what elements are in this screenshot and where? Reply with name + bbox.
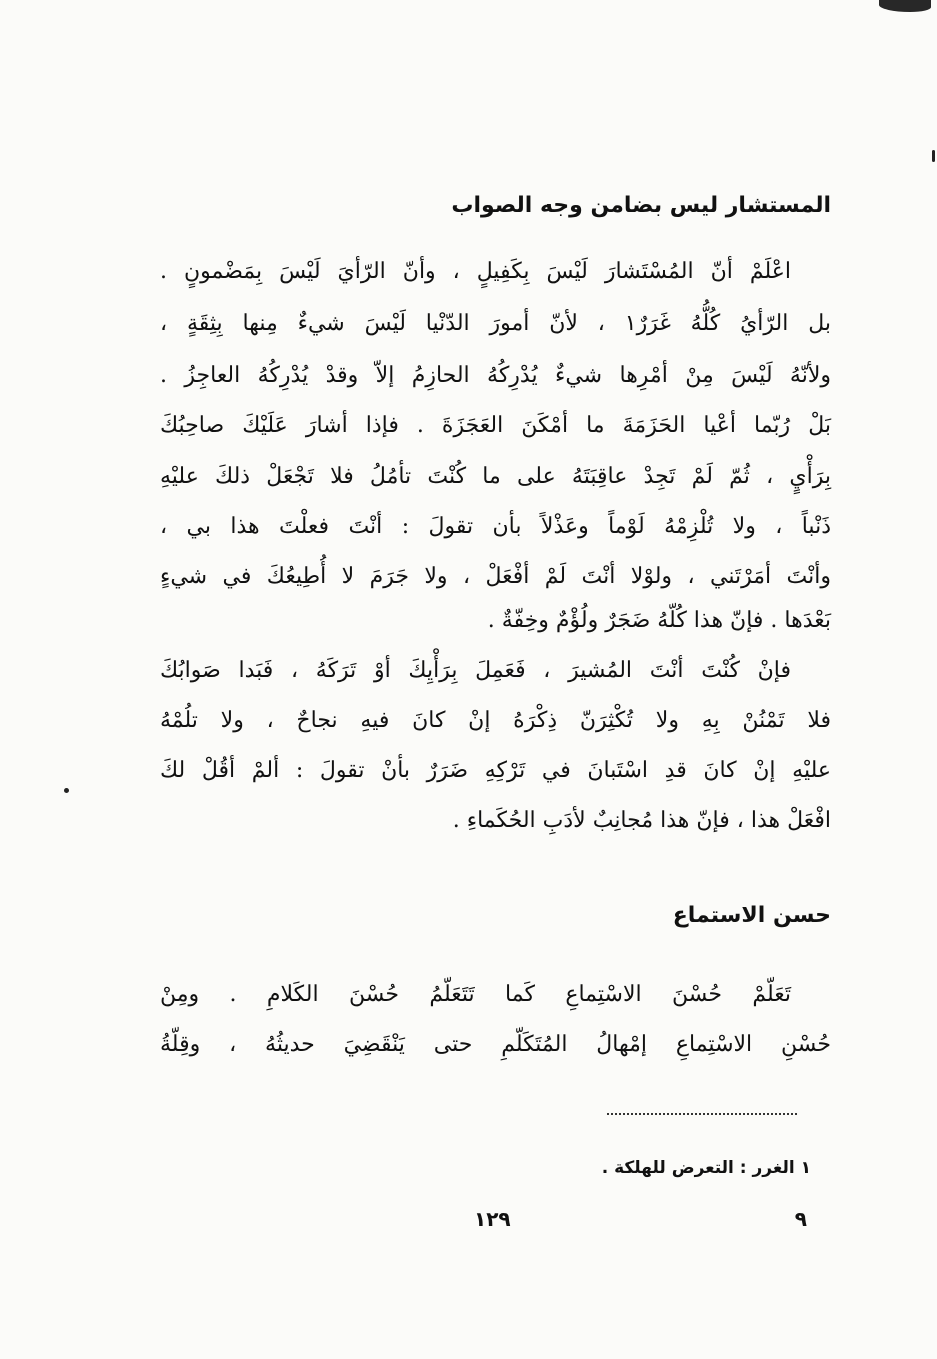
paragraph-line: اعْلَمْ أنّ المُسْتَشارَ لَيْسَ بِكَفِيلٍ ، وأنّ الرّأيَ لَيْسَ بِمَضْمونٍ . <box>160 259 791 284</box>
paragraph-line: افْعَلْ هذا ، فإنّ هذا مُجانِبٌ لأدَبِ الحُكَماءِ . <box>452 808 831 833</box>
paragraph-line: عليْهِ إنْ كانَ قدِ اسْتَبانَ في تَرْكِهِ ضَرَرٌ بأنْ تقولَ : ألمْ أقُلْ لكَ <box>160 758 831 783</box>
footnote-separator <box>607 1113 797 1115</box>
scan-speck <box>932 150 935 162</box>
paragraph-line: بَلْ رُبّما أعْيا الحَزَمَةَ ما أمْكَنَ العَجَزَةَ . فإذا أشارَ عَلَيْكَ صاحِبُكَ <box>160 413 831 438</box>
paragraph-line: بِرَأْيٍ ، ثُمّ لَمْ تَجِدْ عاقِبَتَهُ على ما كُنْتَ تأمُلُ فلا تَجْعَلْ ذلكَ عليْهِ <box>160 464 831 489</box>
signature-number: ٩ <box>794 1207 807 1231</box>
paragraph-line: ولأنّهُ لَيْسَ مِنْ أمْرِها شيءٌ يُدْرِكُهُ الحازِمُ إلاّ وقدْ يُدْرِكُهُ العاجِزُ . <box>160 363 831 388</box>
scan-speck <box>64 788 69 793</box>
footnote: ١ الغرر : التعرض للهلكة . <box>601 1158 811 1178</box>
paragraph-line: فلا تَمْنُنْ بِهِ ولا تُكْثِرَنّ ذِكْرَهُ إنْ كانَ فيهِ نجاحٌ ، ولا تلُمْهُ <box>160 708 831 733</box>
paragraph-line: بَعْدَها . فإنّ هذا كُلّهُ ضَجَرٌ ولُؤْمٌ وخِفّةٌ . <box>487 608 831 633</box>
paragraph-line: حُسْنِ الاسْتِماعِ إمْهالُ المُتَكَلّمِ حتى يَنْقَضِيَ حديثُهُ ، وقِلّةُ <box>160 1032 831 1057</box>
paragraph-line: بل الرّأيُ كُلُّهُ غَرَرٌ١ ، لأنّ أمورَ الدّنْيا لَيْسَ شيءٌ مِنها بِثِقَةٍ ، <box>160 311 832 336</box>
paragraph-line: تَعَلّمْ حُسْنَ الاسْتِماعِ كَما تَتَعَلّمُ حُسْنَ الكَلامِ . ومِنْ <box>160 982 791 1007</box>
paragraph-line: ذَنْباً ، ولا تُلْزِمْهُ لَوْماً وعَذْلاً بأن تقولَ : أنْتَ فعلْتَ هذا بي ، <box>160 514 831 539</box>
page-number: ١٢٩ <box>474 1207 511 1231</box>
scan-smudge <box>879 0 931 12</box>
paragraph-line: وأنْتَ أمَرْتَني ، ولوْلا أنْتَ لَمْ أفْعَلْ ، ولا جَرَمَ لا أُطِيعُكَ في شيءٍ <box>160 564 831 589</box>
section-heading: المستشار ليس بضامن وجه الصواب <box>451 193 831 218</box>
paragraph-line: فإنْ كُنْتَ أنْتَ المُشيرَ ، فَعَمِلَ بِرَأْيِكَ أوْ تَرَكَهُ ، فَبَدا صَوابُكَ <box>160 658 791 683</box>
section-heading: حسن الاستماع <box>672 903 831 928</box>
